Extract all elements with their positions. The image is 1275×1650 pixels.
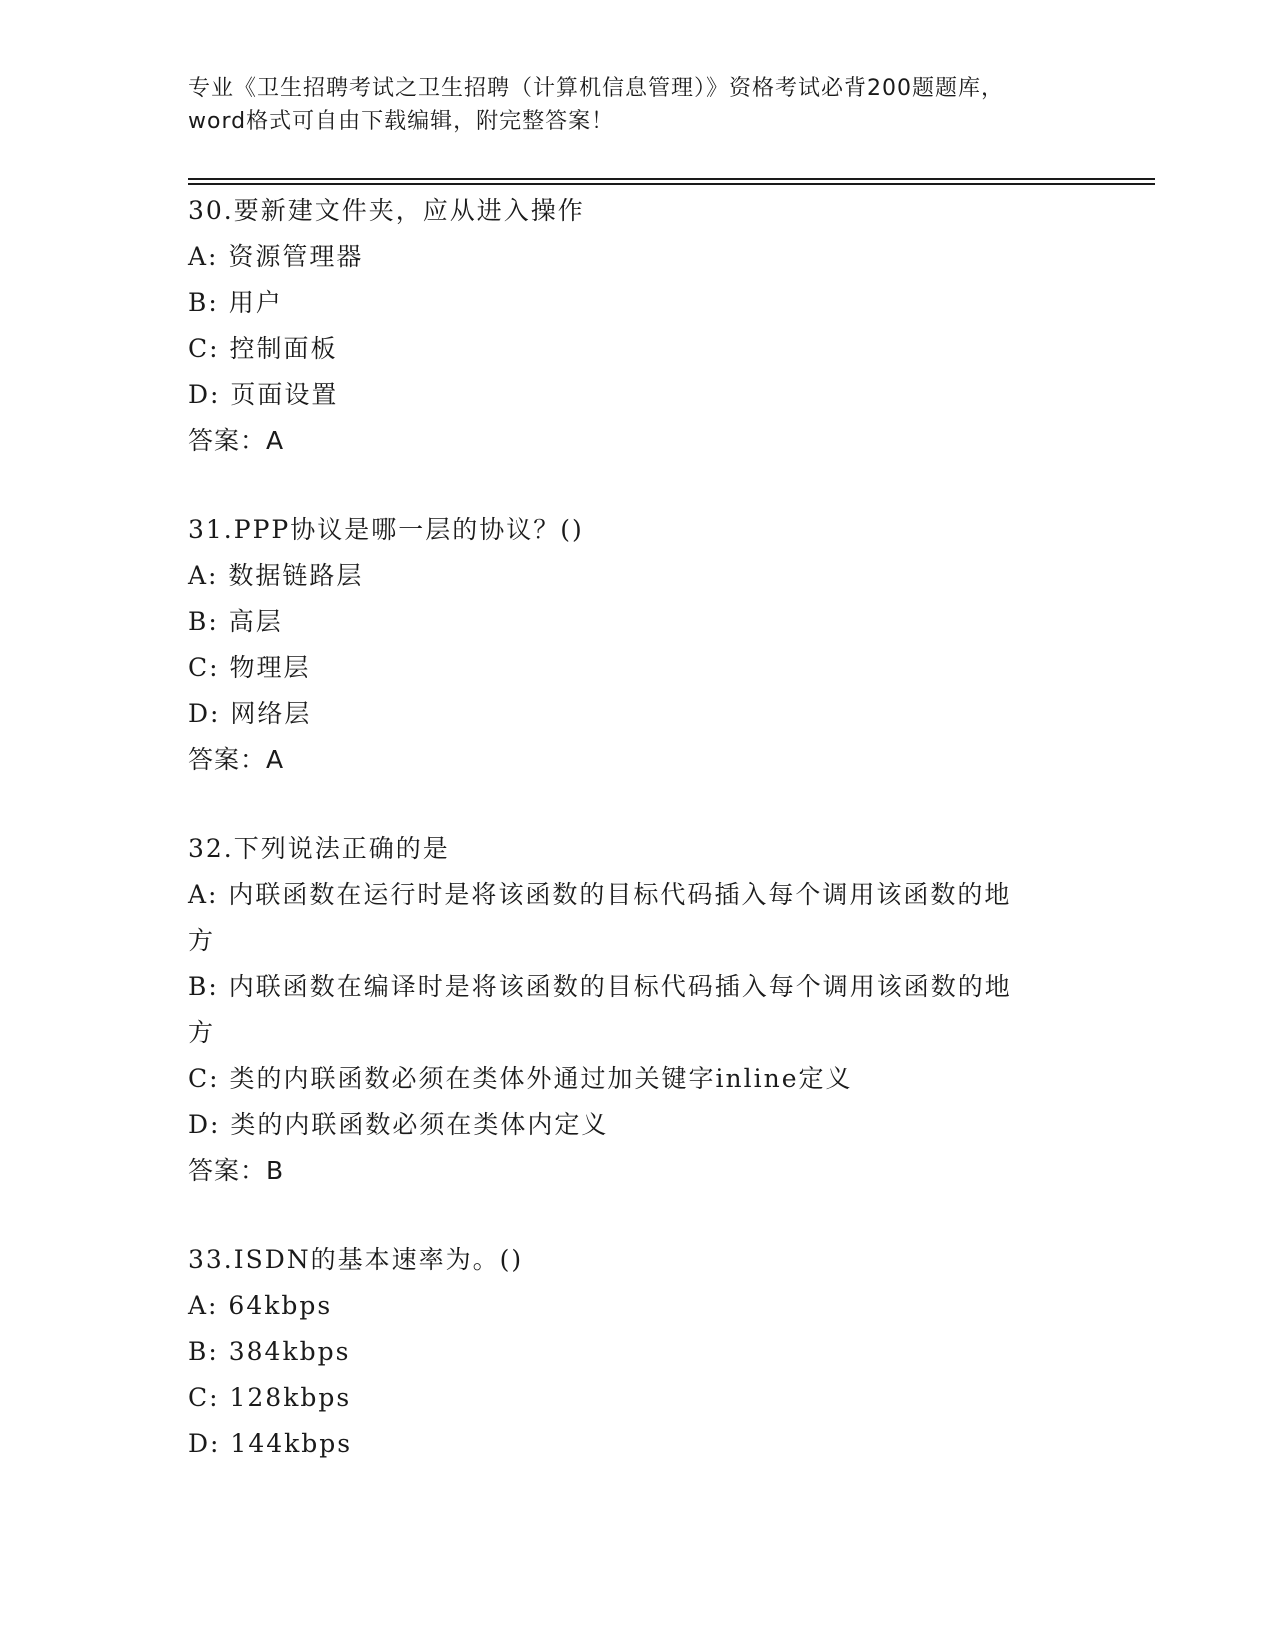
option-a-continued: 方 xyxy=(188,926,216,955)
question-stem: 30.要新建文件夹，应从进入操作 xyxy=(188,196,585,225)
option-b: B: 用户 xyxy=(188,288,283,317)
option-b: B: 384kbps xyxy=(188,1337,351,1366)
option-a: A: 64kbps xyxy=(188,1291,333,1320)
header-divider-bottom xyxy=(188,183,1155,185)
option-c: C: 类的内联函数必须在类体外通过加关键字inline定义 xyxy=(188,1064,853,1093)
option-d: D: 页面设置 xyxy=(188,380,339,409)
option-a: A: 数据链路层 xyxy=(188,561,364,590)
option-d: D: 类的内联函数必须在类体内定义 xyxy=(188,1110,609,1139)
question-stem: 31.PPP协议是哪一层的协议？() xyxy=(188,515,584,544)
answer-label: 答案：A xyxy=(188,426,285,455)
question-30 xyxy=(188,188,1088,464)
header-line-1: 专业《卫生招聘考试之卫生招聘（计算机信息管理）》资格考试必背200题题库， xyxy=(188,76,1004,101)
option-b-continued: 方 xyxy=(188,1018,216,1047)
document-header xyxy=(188,72,1088,138)
option-a: A: 资源管理器 xyxy=(188,242,364,271)
question-stem: 32.下列说法正确的是 xyxy=(188,834,450,863)
question-list xyxy=(188,188,1088,1510)
question-33 xyxy=(188,1237,1088,1467)
option-d: D: 144kbps xyxy=(188,1429,353,1458)
option-b: B: 高层 xyxy=(188,607,283,636)
question-32 xyxy=(188,826,1088,1194)
question-31 xyxy=(188,507,1088,783)
option-b: B: 内联函数在编译时是将该函数的目标代码插入每个调用该函数的地 xyxy=(188,972,1012,1001)
option-a: A: 内联函数在运行时是将该函数的目标代码插入每个调用该函数的地 xyxy=(188,880,1012,909)
header-line-2: word格式可自由下载编辑，附完整答案！ xyxy=(188,109,615,134)
answer-label: 答案：A xyxy=(188,745,285,774)
answer-label: 答案：B xyxy=(188,1156,285,1185)
option-c: C: 控制面板 xyxy=(188,334,338,363)
question-stem: 33.ISDN的基本速率为。() xyxy=(188,1245,524,1274)
option-c: C: 128kbps xyxy=(188,1383,352,1412)
option-c: C: 物理层 xyxy=(188,653,311,682)
header-divider-top xyxy=(188,178,1155,180)
option-d: D: 网络层 xyxy=(188,699,312,728)
